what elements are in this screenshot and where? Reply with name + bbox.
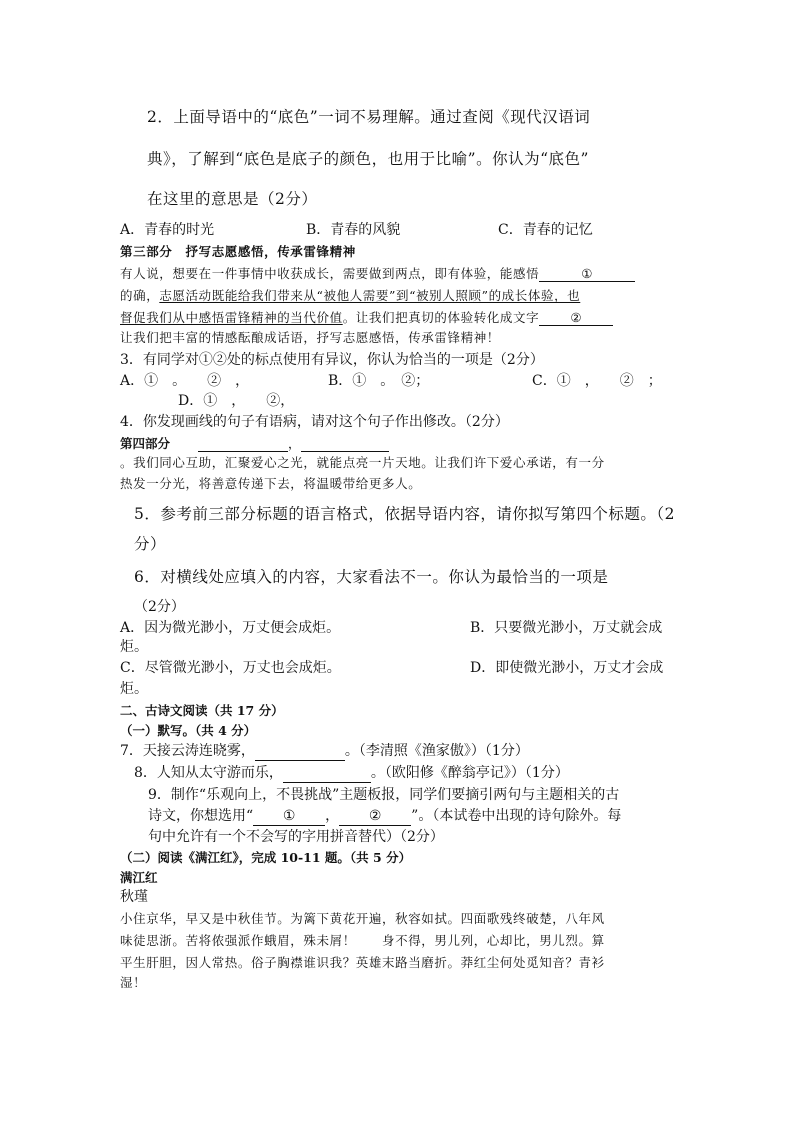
q7-line: 7．天接云涛连晓雾， 。（李清照《渔家傲》）（1分） — [120, 743, 529, 759]
q5-line2: 分） — [134, 535, 167, 553]
q2-line2: 典》，了解到“底色是底子的颜色，也用于比喻”。你认为“底色” — [147, 150, 589, 168]
underlined-sentence-part2: 督促我们从中感悟雷锋精神的当代价值 — [120, 310, 343, 325]
blank-2[interactable]: ② — [539, 310, 613, 326]
part3-heading: 第三部分 抒写志愿感悟，传承雷锋精神 — [120, 244, 356, 259]
q6-option-d-cont: 炬。 — [120, 681, 148, 697]
section2-title: 二、古诗文阅读（共 17 分） — [120, 703, 284, 718]
q4-stem: 4．你发现画线的句子有语病，请对这个句子作出修改。（2分） — [120, 414, 509, 430]
q9-line1: 9．制作“乐观向上，不畏挑战”主题板报，同学们要摘引两句与主题相关的古 — [148, 787, 620, 803]
part4-paragraph-line1: 。我们同心互助，汇聚爱心之光，就能点亮一片天地。让我们许下爱心承诺，有一分 — [120, 455, 605, 470]
part3-paragraph-line4: 让我们把丰富的情感酝酿成话语，抒写志愿感悟，传承雷锋精神！ — [120, 330, 500, 345]
q9-line3: 句中允许有一个不会写的字用拼音替代）（2分） — [148, 829, 444, 845]
section2-sub2: （二）阅读《满江红》，完成 10-11 题。（共 5 分） — [120, 850, 412, 865]
q2-option-a: A．青春的时光 — [120, 222, 215, 238]
q9-blank-1[interactable]: ① — [253, 808, 325, 826]
part3-paragraph-line2: 的确，志愿活动既能给我们带来从“被他人需要”到“被别人照顾”的成长体验，也 — [120, 288, 581, 303]
q2-option-b: B．青春的风貌 — [306, 222, 401, 238]
q5-line1: 5．参考前三部分标题的语言格式，依据导语内容，请你拟写第四个标题。（2 — [134, 505, 675, 523]
poem-line1: 小住京华，早又是中秋佳节。为篱下黄花开遍，秋容如拭。四面歌残终破楚，八年风 — [120, 911, 605, 926]
part3-paragraph-line3: 督促我们从中感悟雷锋精神的当代价值。让我们把真切的体验转化成文字 ② — [120, 310, 613, 326]
q2-line3: 在这里的意思是（2分） — [147, 190, 318, 208]
q3-option-b: B．① 。 ②； — [328, 373, 430, 389]
q6-option-b-cont: 炬。 — [120, 639, 148, 655]
q6-line2: （2分） — [134, 599, 185, 615]
part3-paragraph-line1: 有人说，想要在一件事情中收获成长，需要做到两点，即有体验，能感悟 ① — [120, 266, 635, 282]
poem-line3: 平生肝胆，因人常热。俗子胸襟谁识我？英雄末路当磨折。莽红尘何处觅知音？青衫 — [120, 955, 605, 970]
q8-blank[interactable] — [283, 765, 371, 783]
q9-line2: 诗文，你想选用“ ① ， ② ”。（本试卷中出现的诗句除外。每 — [148, 808, 622, 824]
q6-option-d: D．即使微光渺小，万丈才会成 — [470, 660, 664, 676]
q9-blank-2[interactable]: ② — [339, 808, 411, 826]
title-blank-1[interactable] — [198, 436, 288, 452]
q2-option-c: C．青春的记忆 — [498, 222, 593, 238]
q2-line1: 2．上面导语中的“底色”一词不易理解。通过查阅《现代汉语词 — [147, 108, 591, 126]
poem-line2: 味徒思浙。苦将侬强派作蛾眉，殊未屑！ 身不得，男儿列，心却比，男儿烈。算 — [120, 933, 605, 948]
q3-option-d: D．① ， ②， — [178, 393, 295, 409]
q6-option-c: C．尽管微光渺小，万丈也会成炬。 — [120, 660, 341, 676]
q3-option-c: C．① ， ② ； — [532, 373, 662, 389]
q6-option-a: A．因为微光渺小，万丈便会成炬。 — [120, 620, 341, 636]
part4-paragraph-line2: 热发一分光，将善意传递下去，将温暖带给更多人。 — [120, 476, 422, 491]
poem-title: 满江红 — [120, 870, 158, 885]
part4-heading-line: 第四部分 ， — [120, 436, 389, 452]
q8-line: 8．人知从太守游而乐， 。（欧阳修《醉翁亭记》）（1分） — [134, 765, 569, 781]
q7-blank[interactable] — [255, 743, 345, 761]
underlined-sentence-part1: 志愿活动既能给我们带来从“被他人需要”到“被别人照顾”的成长体验，也 — [159, 288, 581, 303]
title-blank-2[interactable] — [301, 436, 389, 452]
poem-line4: 湿！ — [120, 975, 147, 990]
blank-1[interactable]: ① — [539, 266, 635, 282]
section2-sub1: （一）默写。（共 4 分） — [120, 723, 257, 738]
q6-line1: 6．对横线处应填入的内容，大家看法不一。你认为最恰当的一项是 — [134, 568, 609, 586]
q3-option-a: A．① 。 ② ， — [120, 373, 250, 389]
q3-stem: 3．有同学对①②处的标点使用有异议，你认为恰当的一项是（2分） — [120, 352, 544, 368]
q6-option-b: B．只要微光渺小，万丈就会成 — [470, 620, 663, 636]
poem-author: 秋瑾 — [120, 889, 148, 905]
